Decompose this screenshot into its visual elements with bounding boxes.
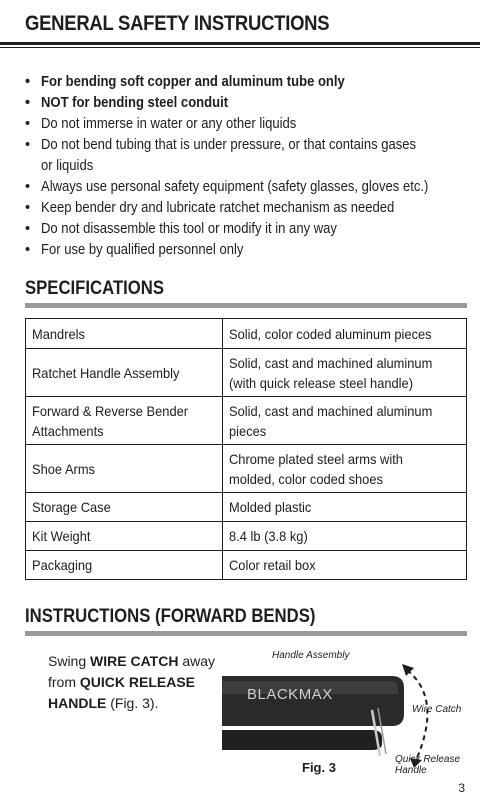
list-item: • Do not bend tubing that is under pressure, or that contains gases or liquids <box>25 135 465 177</box>
list-item: • Keep bender dry and lubricate ratchet mechanism as needed <box>25 198 465 219</box>
brand-logo: BLACKMAX <box>247 686 333 703</box>
list-item: • For use by qualified personnel only <box>25 240 465 261</box>
figure-label: Fig. 3 <box>302 760 336 775</box>
list-item: • Do not disassemble this tool or modify it in any way <box>25 219 465 240</box>
table-row: Kit Weight 8.4 lb (3.8 kg) <box>26 522 467 551</box>
safety-list <box>25 72 465 261</box>
callout-handle-assembly: Handle Assembly <box>272 650 350 661</box>
specs-table <box>25 318 467 580</box>
list-item: • Always use personal safety equipment (safety glasses, gloves etc.) <box>25 177 465 198</box>
callout-wire-catch: Wire Catch <box>412 704 462 715</box>
instructions-title: INSTRUCTIONS (FORWARD BENDS) <box>25 606 316 627</box>
table-row: Ratchet Handle Assembly Solid, cast and machined aluminum (with quick release steel handle) <box>26 349 467 397</box>
table-row: Forward & Reverse Bender Attachments Solid, cast and machined aluminum pieces <box>26 397 467 445</box>
table-row: Storage Case Molded plastic <box>26 493 467 522</box>
list-item: • Do not immerse in water or any other liquids <box>25 114 465 135</box>
specs-title: SPECIFICATIONS <box>25 278 165 299</box>
figure-3 <box>222 648 467 783</box>
safety-title: GENERAL SAFETY INSTRUCTIONS <box>25 12 330 35</box>
page-number: 3 <box>458 781 465 795</box>
list-item: • NOT for bending steel conduit <box>25 93 465 114</box>
title-rule-top <box>0 42 480 45</box>
instruction-text: Swing WIRE CATCH away from QUICK RELEASE HANDLE (Fig. 3). <box>48 653 216 711</box>
table-row: Packaging Color retail box <box>26 551 467 580</box>
specs-rule <box>25 303 467 308</box>
callout-quick-release: Quick Release Handle <box>395 754 461 776</box>
list-item: • For bending soft copper and aluminum tube only <box>25 72 465 93</box>
title-rule-bottom <box>0 47 480 48</box>
table-row: Shoe Arms Chrome plated steel arms with molded, color coded shoes <box>26 445 467 493</box>
instructions-rule <box>25 631 467 636</box>
table-row: Mandrels Solid, color coded aluminum pieces <box>26 319 467 349</box>
